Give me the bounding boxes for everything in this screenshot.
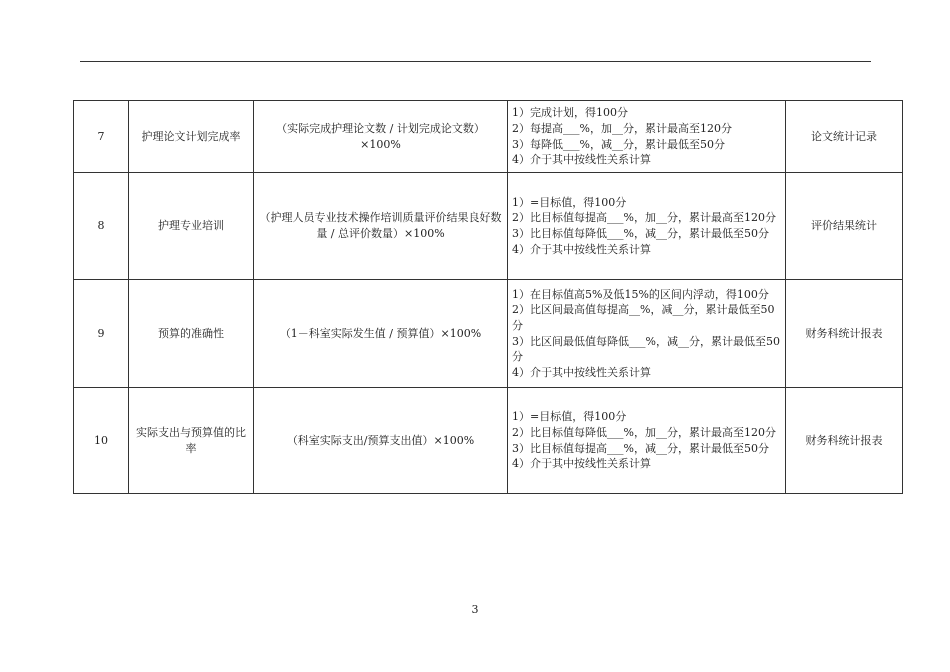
table-row (74, 101, 903, 173)
indicator-formula: （实际完成护理论文数 / 计划完成论文数）×100% (254, 101, 508, 173)
data-source: 财务科统计报表 (786, 388, 903, 494)
scoring-rule: 1）在目标值高5%及低15%的区间内浮动，得100分 (512, 287, 769, 301)
scoring-rules (508, 388, 786, 494)
scoring-rule: 3）比目标值每提高___%，减__分，累计最低至50分 (512, 441, 769, 455)
data-source: 论文统计记录 (786, 101, 903, 173)
scoring-rule: 2）每提高___%，加__分，累计最高至120分 (512, 121, 732, 135)
page-number: 3 (471, 603, 479, 616)
header-rule (80, 61, 871, 62)
table-row (74, 388, 903, 494)
row-number: 9 (74, 280, 129, 388)
scoring-rule: 2）比目标值每提高___%，加__分，累计最高至120分 (512, 211, 776, 225)
scoring-rule: 1）=目标值，得100分 (512, 195, 627, 209)
scoring-rule: 1）完成计划，得100分 (512, 106, 628, 120)
row-number: 7 (74, 101, 129, 173)
scoring-rule: 3）每降低___%，减__分，累计最低至50分 (512, 137, 725, 151)
scoring-rule: 4）介于其中按线性关系计算 (512, 242, 651, 256)
table-row (74, 280, 903, 388)
table-row (74, 173, 903, 280)
kpi-table (73, 100, 903, 494)
scoring-rules (508, 173, 786, 280)
indicator-formula: （护理人员专业技术操作培训质量评价结果良好数量 / 总评价数量）×100% (254, 173, 508, 280)
scoring-rules (508, 101, 786, 173)
indicator-name: 实际支出与预算值的比率 (129, 388, 254, 494)
indicator-name: 护理专业培训 (129, 173, 254, 280)
data-source: 财务科统计报表 (786, 280, 903, 388)
scoring-rule: 4）介于其中按线性关系计算 (512, 457, 651, 471)
scoring-rule: 2）比区间最高值每提高__%，减__分，累计最低至50分 (512, 303, 775, 332)
row-number: 8 (74, 173, 129, 280)
indicator-formula: （科室实际支出/预算支出值）×100% (254, 388, 508, 494)
scoring-rule: 1）=目标值，得100分 (512, 410, 627, 424)
scoring-rule: 4）介于其中按线性关系计算 (512, 153, 651, 167)
scoring-rule: 3）比区间最低值每降低___%，减__分，累计最低至50分 (512, 334, 780, 364)
indicator-name: 预算的准确性 (129, 280, 254, 388)
data-source: 评价结果统计 (786, 173, 903, 280)
scoring-rule: 4）介于其中按线性关系计算 (512, 365, 651, 379)
scoring-rule: 3）比目标值每降低___%，减__分，累计最低至50分 (512, 227, 769, 240)
scoring-rule: 2）比目标值每降低___%，加__分，累计最高至120分 (512, 425, 776, 439)
scoring-rules (508, 280, 786, 388)
row-number: 10 (74, 388, 129, 494)
indicator-name: 护理论文计划完成率 (129, 101, 254, 173)
indicator-formula: （1－科室实际发生值 / 预算值）×100% (254, 280, 508, 388)
